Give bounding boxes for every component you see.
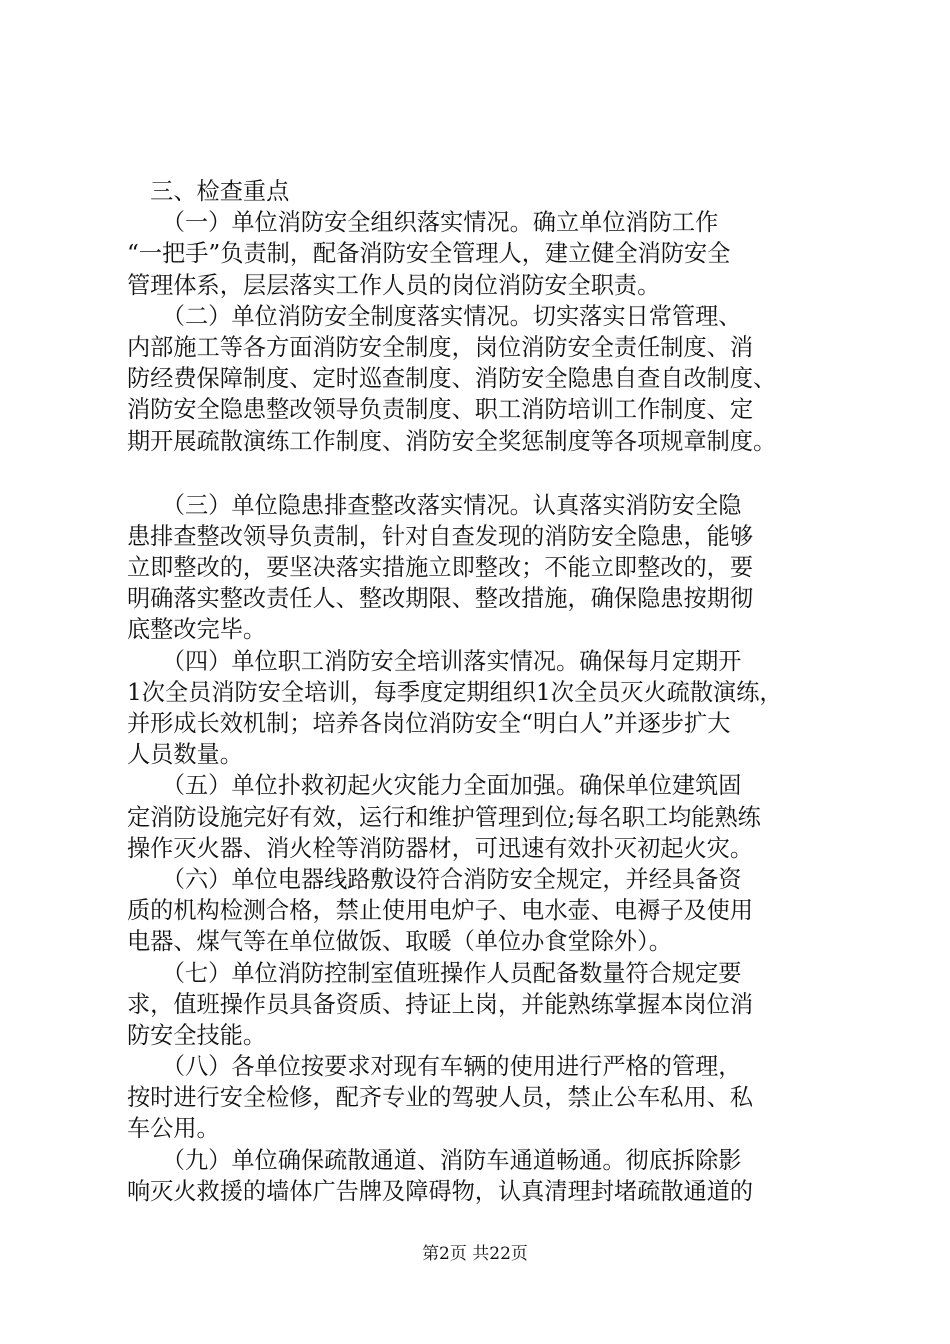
text-line: 响灭火救援的墙体广告牌及障碍物，认真清理封堵疏散通道的 xyxy=(127,1177,754,1205)
text-line: （四）单位职工消防安全培训落实情况。确保每月定期开 xyxy=(127,647,742,675)
document-body xyxy=(127,176,837,1207)
text-line: （八）各单位按要求对现有车辆的使用进行严格的管理， xyxy=(127,1053,742,1081)
text-line: 求，值班操作员具备资质、持证上岗，并能熟练掌握本岗位消 xyxy=(127,990,754,1018)
text-line: 人员数量。 xyxy=(127,741,243,769)
text-line: 电器、煤气等在单位做饭、取暖（单位办食堂除外）。 xyxy=(127,928,672,956)
page-footer: 第2页 共22页 xyxy=(422,1244,528,1264)
text-line: 防经费保障制度、定时巡查制度、消防安全隐患自查自改制度、 xyxy=(127,365,777,393)
text-line: （三）单位隐患排查整改落实情况。认真落实消防安全隐 xyxy=(127,491,742,519)
text-line: （九）单位确保疏散通道、消防车通道畅通。彻底拆除影 xyxy=(127,1146,742,1174)
text-line: 操作灭火器、消火栓等消防器材，可迅速有效扑灭初起火灾。 xyxy=(127,834,754,862)
paragraph-gap xyxy=(127,457,837,490)
text-line: 质的机构检测合格，禁止使用电炉子、电水壶、电褥子及使用 xyxy=(127,897,754,925)
text-line: 防安全技能。 xyxy=(127,1021,267,1049)
text-line: 车公用。 xyxy=(127,1115,220,1143)
text-line: 定消防设施完好有效，运行和维护管理到位;每名职工均能熟练 xyxy=(127,803,761,831)
text-line: （五）单位扑救初起火灾能力全面加强。确保单位建筑固 xyxy=(127,772,742,800)
text-line: 立即整改的，要坚决落实措施立即整改；不能立即整改的，要 xyxy=(127,554,754,582)
text-line: （七）单位消防控制室值班操作人员配备数量符合规定要 xyxy=(127,959,742,987)
text-line: “一把手”负责制，配备消防安全管理人，建立健全消防安全 xyxy=(127,240,731,268)
text-line: 三、检查重点 xyxy=(127,178,290,205)
text-line: 期开展疏散演练工作制度、消防安全奖惩制度等各项规章制度。 xyxy=(127,427,777,455)
text-line: （六）单位电器线路敷设符合消防安全规定，并经具备资 xyxy=(127,865,742,893)
text-line: （一）单位消防安全组织落实情况。确立单位消防工作 xyxy=(127,209,719,237)
text-line: 按时进行安全检修，配齐专业的驾驶人员，禁止公车私用、私 xyxy=(127,1084,754,1112)
text-line: 管理体系，层层落实工作人员的岗位消防安全职责。 xyxy=(127,271,661,299)
text-line: 明确落实整改责任人、整改期限、整改措施，确保隐患按期彻 xyxy=(127,585,754,613)
text-line: 患排查整改领导负责制，针对自查发现的消防安全隐患，能够 xyxy=(127,522,754,550)
text-line: 并形成长效机制；培养各岗位消防安全“明白人”并逐步扩大 xyxy=(127,710,731,737)
text-line: 内部施工等各方面消防安全制度，岗位消防安全责任制度、消 xyxy=(127,333,754,361)
text-line: 消防安全隐患整改领导负责制度、职工消防培训工作制度、定 xyxy=(127,396,754,424)
text-line: 1次全员消防安全培训，每季度定期组织1次全员灭火疏散演练， xyxy=(127,678,783,706)
text-line: 底整改完毕。 xyxy=(127,616,267,644)
text-line: （二）单位消防安全制度落实情况。切实落实日常管理、 xyxy=(127,302,742,330)
